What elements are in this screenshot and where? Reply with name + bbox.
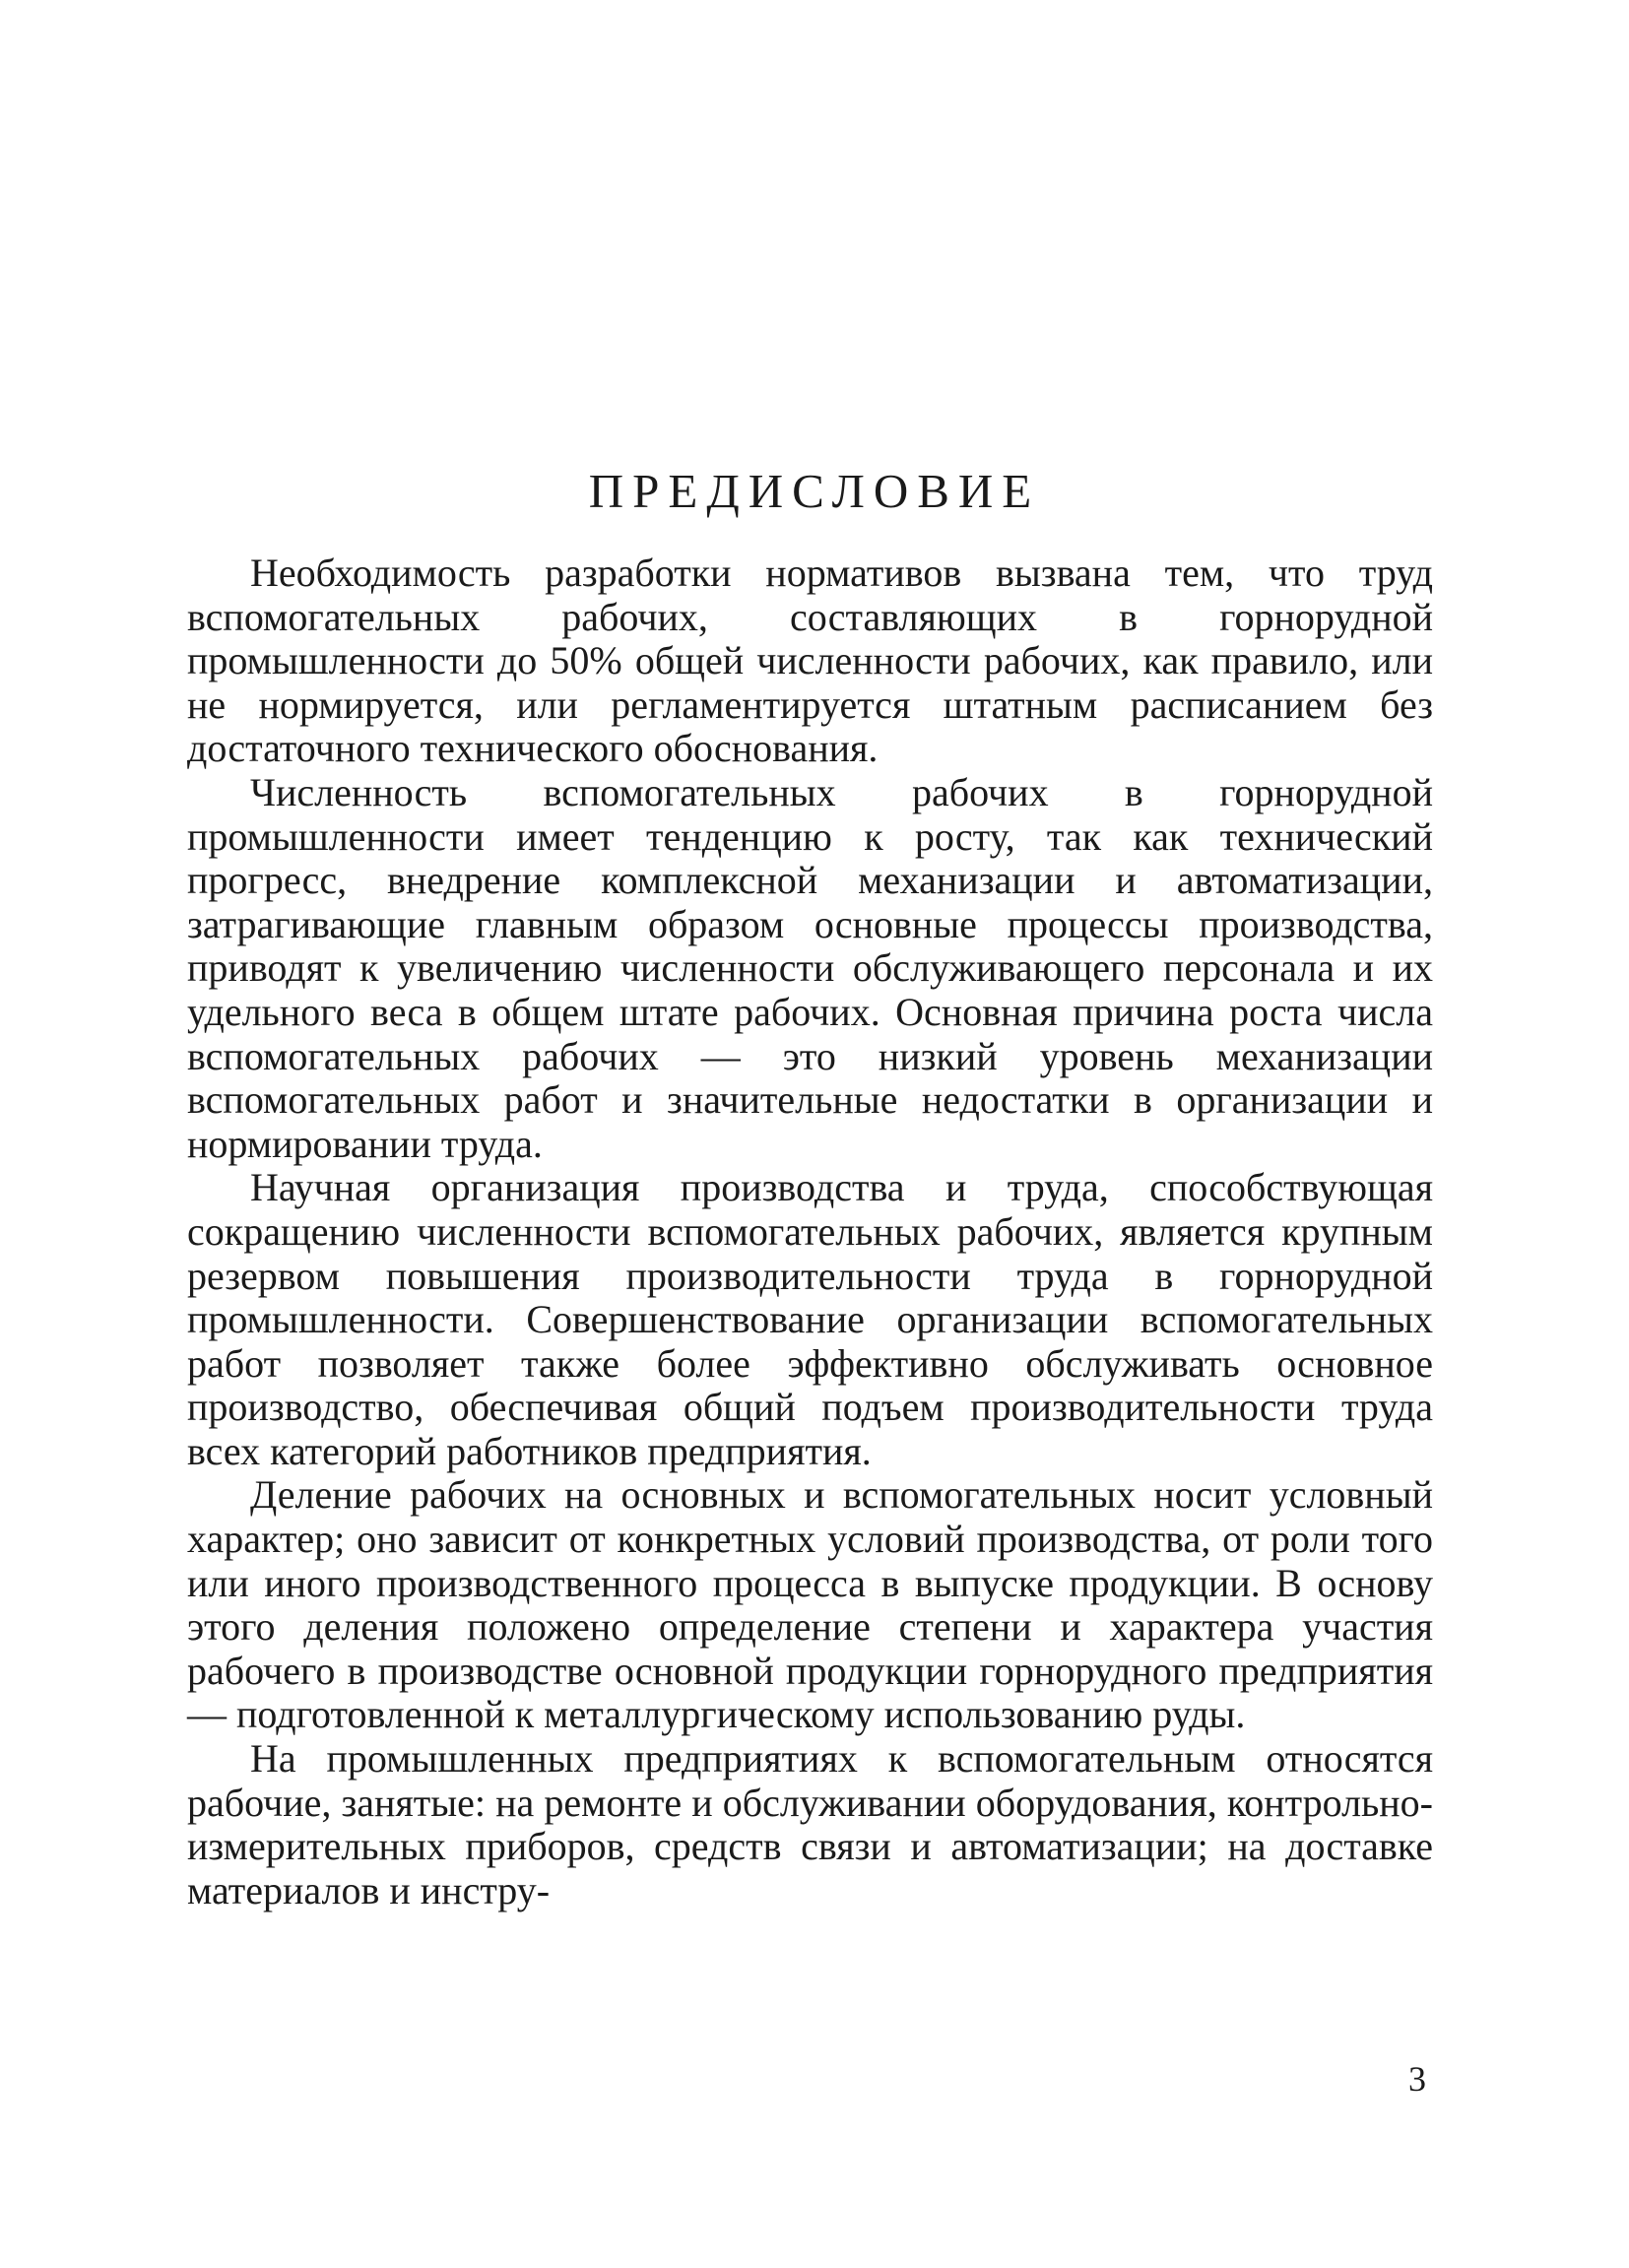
page-number: 3 xyxy=(1408,2059,1426,2099)
paragraph-5: На промышленных предприятиях к вспомогательным относятся рабочие, занятые: на ремонте и обслуживании оборудования, контрольно-измерительных приборов, средств связи и автоматизации; на доставке материалов и инстру- xyxy=(187,1736,1433,1912)
page-title: ПРЕДИСЛОВИЕ xyxy=(588,464,1041,518)
body-text xyxy=(187,551,1433,1912)
paragraph-1: Необходимость разработки нормативов вызвана тем, что труд вспомогательных рабочих, составляющих в горнорудной промышленности до 50% общей численности рабочих, как правило, или не нормируется, или регламентируется штатным расписанием без достаточного технического обоснования. xyxy=(187,551,1433,771)
paragraph-4: Деление рабочих на основных и вспомогательных носит условный характер; оно зависит от конкретных условий производства, от роли того или иного производственного процесса в выпуске продукции. В основу этого деления положено определение степени и характера участия рабочего в производстве основной продукции горнорудного предприятия — подготовленной к металлургическому использованию руды. xyxy=(187,1472,1433,1737)
paragraph-2: Численность вспомогательных рабочих в горнорудной промышленности имеет тенденцию к росту, так как технический прогресс, внедрение комплексной механизации и автоматизации, затрагивающие главным образом основные процессы производства, приводят к увеличению численности обслуживающего персонала и их удельного веса в общем штате рабочих. Основная причина роста числа вспомогательных рабочих — это низкий уровень механизации вспомогательных работ и значительные недостатки в организации и нормировании труда. xyxy=(187,769,1433,1166)
paragraph-3: Научная организация производства и труда, способствующая сокращению численности вспомогательных рабочих, является крупным резервом повышения производительности труда в горнорудной промышленности. Совершенствование организации вспомогательных работ позволяет также более эффективно обслуживать основное производство, обеспечивая общий подъем производительности труда всех категорий работников предприятия. xyxy=(187,1165,1433,1473)
